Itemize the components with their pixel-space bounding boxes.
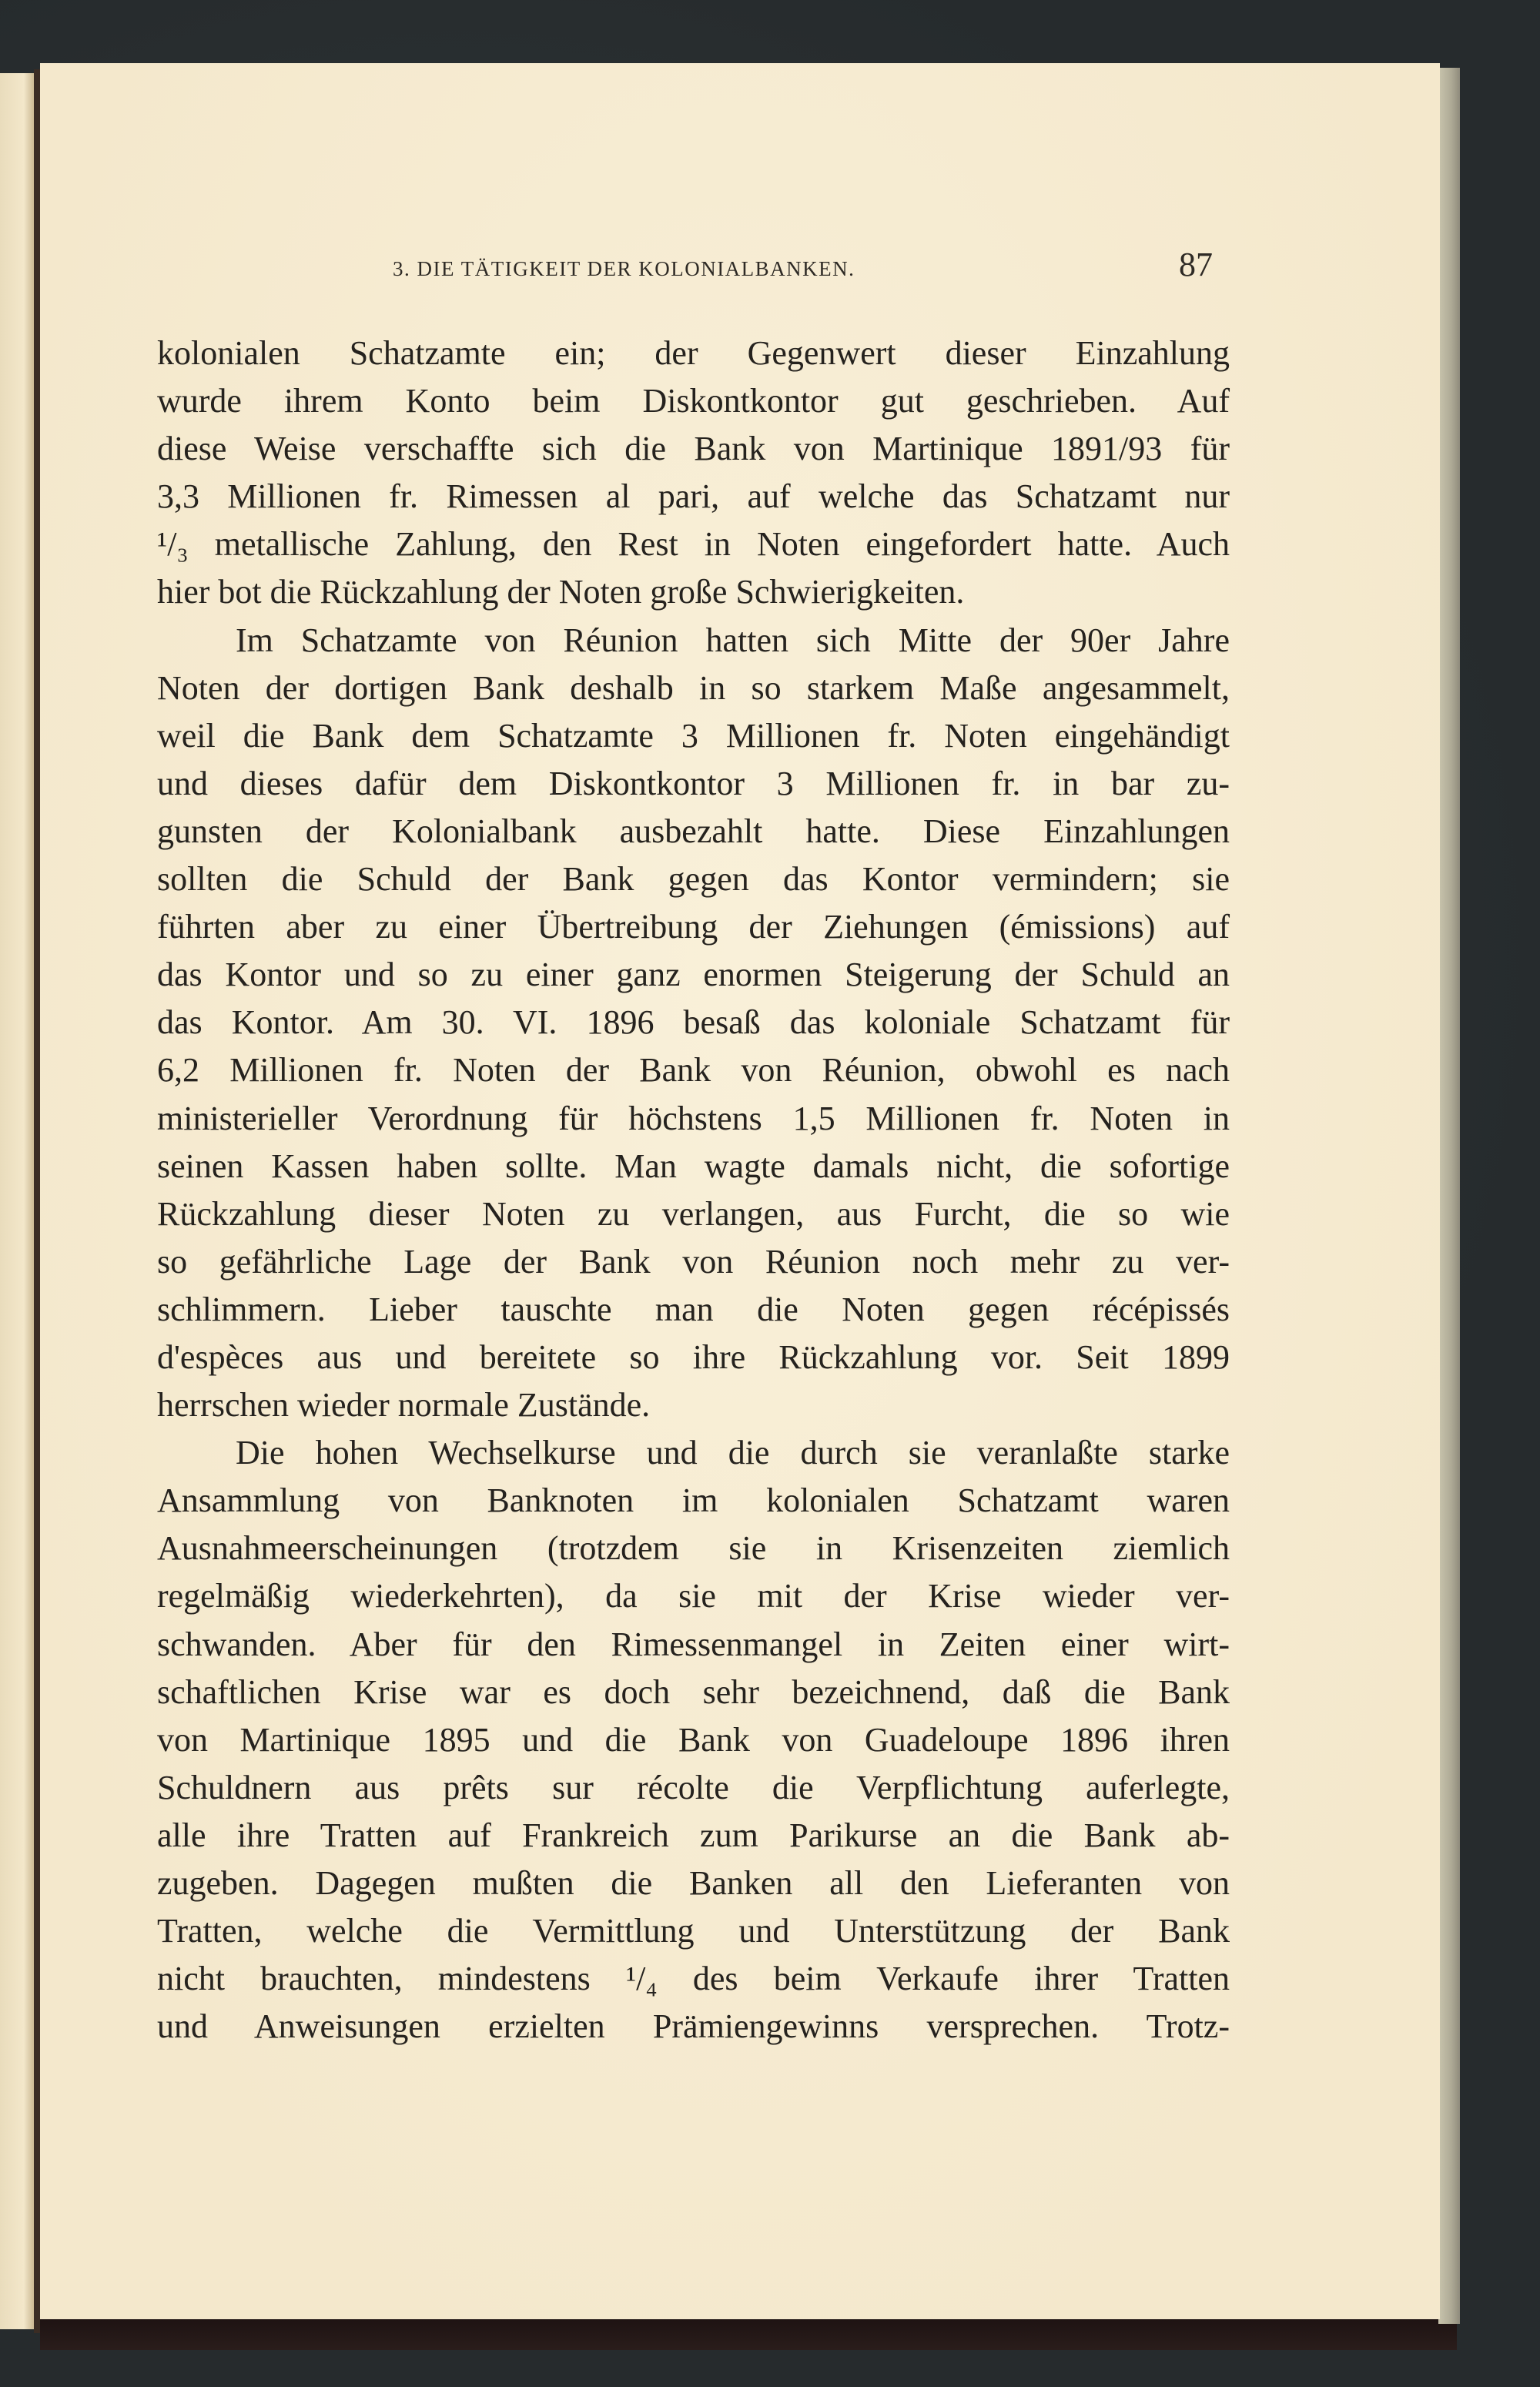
text-line: Noten der dortigen Bank deshalb in so starkem Maße angesammelt, — [157, 668, 1230, 707]
text-line: 3,3 Millionen fr. Rimessen al pari, auf welche das Schatzamt nur — [157, 477, 1230, 516]
text-line: 6,2 Millionen fr. Noten der Bank von Réunion, obwohl es nach — [157, 1051, 1230, 1090]
text-line: so gefährliche Lage der Bank von Réunion noch mehr zu ver- — [157, 1242, 1230, 1281]
text-line: nicht brauchten, mindestens ¹/₄ des beim Verkaufe ihrer Tratten — [157, 1960, 1230, 1998]
text-line: Die hohen Wechselkurse und die durch sie veranlaßte starke — [236, 1434, 1230, 1472]
text-line: Ausnahmeerscheinungen (trotzdem sie in Krisenzeiten ziemlich — [157, 1529, 1230, 1568]
page-stack-edge — [1438, 68, 1460, 2324]
text-line: weil die Bank dem Schatzamte 3 Millionen fr. Noten eingehändigt — [157, 716, 1230, 755]
page-number: 87 — [1179, 246, 1213, 283]
page-shadow — [40, 2316, 1457, 2350]
text-line: Schuldnern aus prêts sur récolte die Verpflichtung auferlegte, — [157, 1768, 1230, 1806]
text-line: regelmäßig wiederkehrten), da sie mit der Krise wieder ver- — [157, 1577, 1230, 1615]
text-line: herrschen wieder normale Zustände. — [157, 1386, 651, 1424]
text-line: schwanden. Aber für den Rimessenmangel in Zeiten einer wirt- — [157, 1625, 1230, 1663]
text-line: Rückzahlung dieser Noten zu verlangen, aus Furcht, die so wie — [157, 1194, 1230, 1233]
text-line: zugeben. Dagegen mußten die Banken all den Lieferanten von — [157, 1864, 1230, 1902]
text-line: Im Schatzamte von Réunion hatten sich Mitte der 90er Jahre — [236, 621, 1230, 659]
text-line: und dieses dafür dem Diskontkontor 3 Millionen fr. in bar zu- — [157, 764, 1230, 802]
text-line: gunsten der Kolonialbank ausbezahlt hatte. Diese Einzahlungen — [157, 812, 1230, 850]
text-line: alle ihre Tratten auf Frankreich zum Parikurse an die Bank ab- — [157, 1816, 1230, 1854]
text-line: hier bot die Rückzahlung der Noten große Schwierigkeiten. — [157, 573, 965, 611]
running-header — [157, 246, 1230, 285]
text-line: schlimmern. Lieber tauschte man die Noten gegen récépissés — [157, 1290, 1230, 1328]
text-line: sollten die Schuld der Bank gegen das Kontor vermindern; sie — [157, 860, 1230, 899]
body-text — [157, 330, 1230, 2051]
text-line: kolonialen Schatzamte ein; der Gegenwert dieser Einzahlung — [157, 334, 1230, 372]
book-gutter — [34, 69, 40, 2333]
text-line: schaftlichen Krise war es doch sehr bezeichnend, daß die Bank — [157, 1672, 1230, 1711]
text-line: führten aber zu einer Übertreibung der Ziehungen (émissions) auf — [157, 908, 1230, 946]
facing-page-edge — [0, 73, 34, 2329]
text-line: wurde ihrem Konto beim Diskontkontor gut geschrieben. Auf — [157, 382, 1230, 420]
text-line: ministerieller Verordnung für höchstens 1,5 Millionen fr. Noten in — [157, 1099, 1230, 1137]
text-line: Tratten, welche die Vermittlung und Unterstützung der Bank — [157, 1912, 1230, 1950]
text-line: ¹/₃ metallische Zahlung, den Rest in Noten eingefordert hatte. Auch — [157, 525, 1230, 564]
text-line: d'espèces aus und bereitete so ihre Rückzahlung vor. Seit 1899 — [157, 1337, 1230, 1376]
text-line: Ansammlung von Banknoten im kolonialen Schatzamt waren — [157, 1481, 1230, 1520]
text-line: diese Weise verschaffte sich die Bank von Martinique 1891/93 für — [157, 430, 1230, 468]
text-line: von Martinique 1895 und die Bank von Guadeloupe 1896 ihren — [157, 1720, 1230, 1759]
text-line: das Kontor. Am 30. VI. 1896 besaß das koloniale Schatzamt für — [157, 1003, 1230, 1042]
chapter-title: 3. DIE TÄTIGKEIT DER KOLONIALBANKEN. — [393, 257, 855, 280]
text-line: das Kontor und so zu einer ganz enormen Steigerung der Schuld an — [157, 956, 1230, 994]
text-line: seinen Kassen haben sollte. Man wagte damals nicht, die sofortige — [157, 1147, 1230, 1185]
text-line: und Anweisungen erzielten Prämiengewinns versprechen. Trotz- — [157, 2007, 1230, 2046]
